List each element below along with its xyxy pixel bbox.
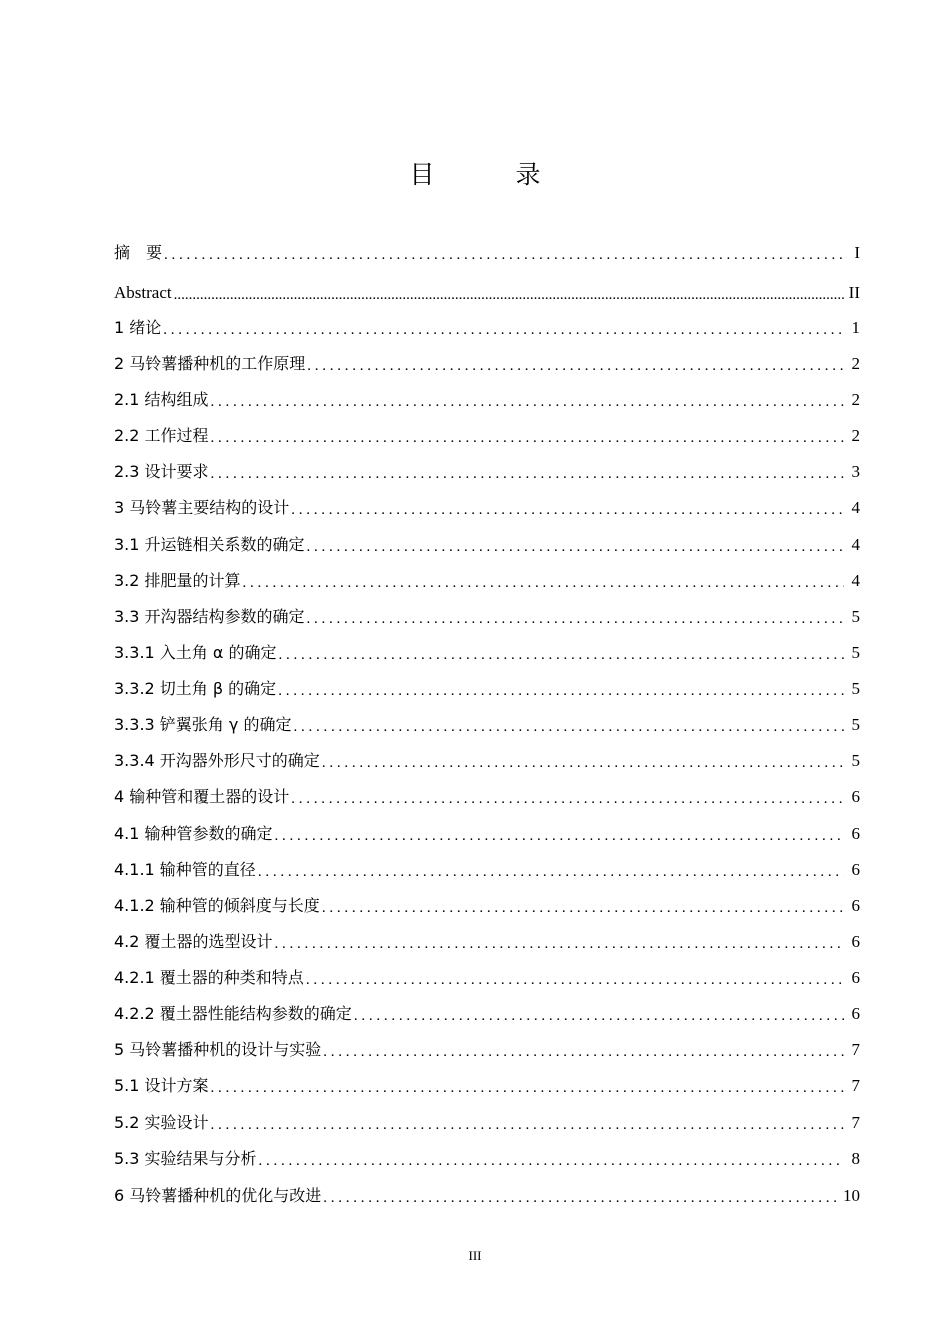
toc-entry-page: 2: [851, 390, 860, 409]
toc-entry-page: 2: [851, 354, 860, 373]
toc-entry-label: 5 马铃薯播种机的设计与实验: [114, 1040, 322, 1059]
toc-leader-dots: [354, 1007, 844, 1025]
toc-entry-label: 2.2 工作过程: [114, 426, 209, 445]
toc-entry-page: 3: [851, 462, 860, 481]
toc-entry-label: 3.3.2 切土角 β 的确定: [114, 679, 277, 698]
toc-entry-label: 4.1 输种管参数的确定: [114, 824, 273, 843]
toc-leader-dots: [291, 790, 844, 808]
toc-entry-page: 6: [851, 896, 860, 915]
page-number: III: [468, 1248, 482, 1263]
toc-entry[interactable]: [114, 1073, 860, 1097]
toc-entry-page: 6: [851, 968, 860, 987]
toc-entry[interactable]: [114, 495, 860, 519]
toc-leader-dots: [291, 501, 844, 519]
toc-leader-dots: [211, 393, 844, 411]
toc-leader-dots: [323, 1189, 841, 1207]
toc-entry-page: 5: [851, 715, 860, 734]
toc-entry-page: 10: [843, 1186, 860, 1205]
toc-entry-label: 3.3 开沟器结构参数的确定: [114, 607, 305, 626]
toc-entry[interactable]: [114, 893, 860, 917]
toc-entry-page: 7: [851, 1113, 860, 1132]
toc-leader-dots: [307, 610, 844, 628]
toc-leader-dots: [279, 646, 844, 664]
toc-leader-dots: [306, 971, 844, 989]
toc-entry[interactable]: [114, 315, 860, 339]
toc-entry-label: 4.2 覆土器的选型设计: [114, 932, 273, 951]
toc-entry[interactable]: [114, 604, 860, 628]
toc-entry-page: 6: [851, 824, 860, 843]
toc-entry[interactable]: [114, 351, 860, 375]
toc-entry-label: 3.1 升运链相关系数的确定: [114, 535, 305, 554]
toc-entry-label: 4 输种管和覆土器的设计: [114, 787, 290, 806]
toc-entry[interactable]: [114, 748, 860, 772]
toc-entry[interactable]: [114, 784, 860, 808]
toc-leader-dots: [243, 574, 844, 592]
toc-entry[interactable]: [114, 1001, 860, 1025]
toc-entry-label: 5.1 设计方案: [114, 1076, 209, 1095]
toc-leader-dots: [307, 538, 844, 556]
toc-entry-label: 4.1.2 输种管的倾斜度与长度: [114, 896, 320, 915]
toc-entry[interactable]: [114, 821, 860, 845]
toc-entry-page: 5: [851, 751, 860, 770]
toc-entry-label: 2 马铃薯播种机的工作原理: [114, 354, 306, 373]
toc-entry-label: 2.1 结构组成: [114, 390, 209, 409]
toc-leader-dots: [211, 465, 844, 483]
toc-entry-page: II: [848, 283, 860, 302]
toc-entry-page: 2: [851, 426, 860, 445]
toc-entry-label: 3.3.3 铲翼张角 γ 的确定: [114, 715, 292, 734]
toc-entry[interactable]: [114, 280, 860, 304]
toc-entry-page: 7: [851, 1076, 860, 1095]
toc-entry-label: 3.3.4 开沟器外形尺寸的确定: [114, 751, 320, 770]
toc-entry[interactable]: [114, 929, 860, 953]
toc-leader-dots: [163, 321, 844, 339]
toc-entry-page: 1: [851, 318, 860, 337]
toc-leader-dots: [322, 899, 844, 917]
toc-entry-label: 6 马铃薯播种机的优化与改进: [114, 1186, 322, 1205]
toc-entry[interactable]: [114, 1146, 860, 1170]
toc-leader-dots: [278, 682, 844, 700]
toc-leader-dots: [211, 1079, 844, 1097]
toc-entry[interactable]: [114, 532, 860, 556]
toc-entry-page: 5: [851, 679, 860, 698]
toc-entry-page: 4: [851, 498, 860, 517]
toc-entry-page: 6: [851, 1004, 860, 1023]
toc-entry-page: 5: [851, 607, 860, 626]
toc-entry[interactable]: [114, 676, 860, 700]
toc-entry-label: 3 马铃薯主要结构的设计: [114, 498, 290, 517]
toc-entry[interactable]: [114, 857, 860, 881]
toc-leader-dots: [211, 1116, 844, 1134]
toc-leader-dots: [275, 827, 844, 845]
toc-entry[interactable]: [114, 568, 860, 592]
toc-leader-dots: [293, 718, 844, 736]
toc-entry-label: 4.2.2 覆土器性能结构参数的确定: [114, 1004, 352, 1023]
toc-entry-label: 5.2 实验设计: [114, 1113, 209, 1132]
toc-leader-dots: [211, 429, 844, 447]
toc-leader-dots: [323, 1043, 844, 1061]
toc-entry-label: Abstract: [114, 283, 172, 302]
toc-entry-label: 5.3 实验结果与分析: [114, 1149, 257, 1168]
toc-entry-label: 4.2.1 覆土器的种类和特点: [114, 968, 304, 987]
toc-entry-page: 4: [851, 535, 860, 554]
toc-entry-page: 4: [851, 571, 860, 590]
toc-entry-label: 3.2 排肥量的计算: [114, 571, 241, 590]
toc-entry[interactable]: [114, 640, 860, 664]
toc-entry[interactable]: [114, 1110, 860, 1134]
toc-entry-page: 6: [851, 860, 860, 879]
toc-leader-dots: [307, 357, 844, 375]
toc-entry-page: 8: [851, 1149, 860, 1168]
toc-leader-dots: [164, 246, 844, 264]
toc-leader-dots: [275, 935, 844, 953]
toc-entry-page: 6: [851, 932, 860, 951]
toc-entry-label: 摘 要: [114, 243, 163, 262]
toc-entry-page: 7: [851, 1040, 860, 1059]
toc-entry[interactable]: [114, 1037, 860, 1061]
toc-entry-label: 4.1.1 输种管的直径: [114, 860, 256, 879]
toc-leader-dots: [322, 754, 844, 772]
toc-leader-dots: [258, 863, 844, 881]
toc-entry-page: I: [854, 243, 860, 262]
toc-entry-label: 3.3.1 入土角 α 的确定: [114, 643, 277, 662]
toc-entry[interactable]: [114, 1183, 860, 1207]
toc-entry-page: 6: [851, 787, 860, 806]
toc-entry[interactable]: [114, 387, 860, 411]
toc-leader-dots: [174, 286, 844, 304]
toc-entry[interactable]: [114, 965, 860, 989]
toc-entry-label: 2.3 设计要求: [114, 462, 209, 481]
toc-leader-dots: [259, 1152, 844, 1170]
page-title: 目 录: [409, 160, 569, 189]
toc-entry[interactable]: [114, 459, 860, 483]
toc-entry-label: 1 绪论: [114, 318, 162, 337]
toc-entry[interactable]: [114, 423, 860, 447]
toc-entry[interactable]: [114, 712, 860, 736]
toc-entry[interactable]: [114, 240, 860, 264]
toc-entry-page: 5: [851, 643, 860, 662]
